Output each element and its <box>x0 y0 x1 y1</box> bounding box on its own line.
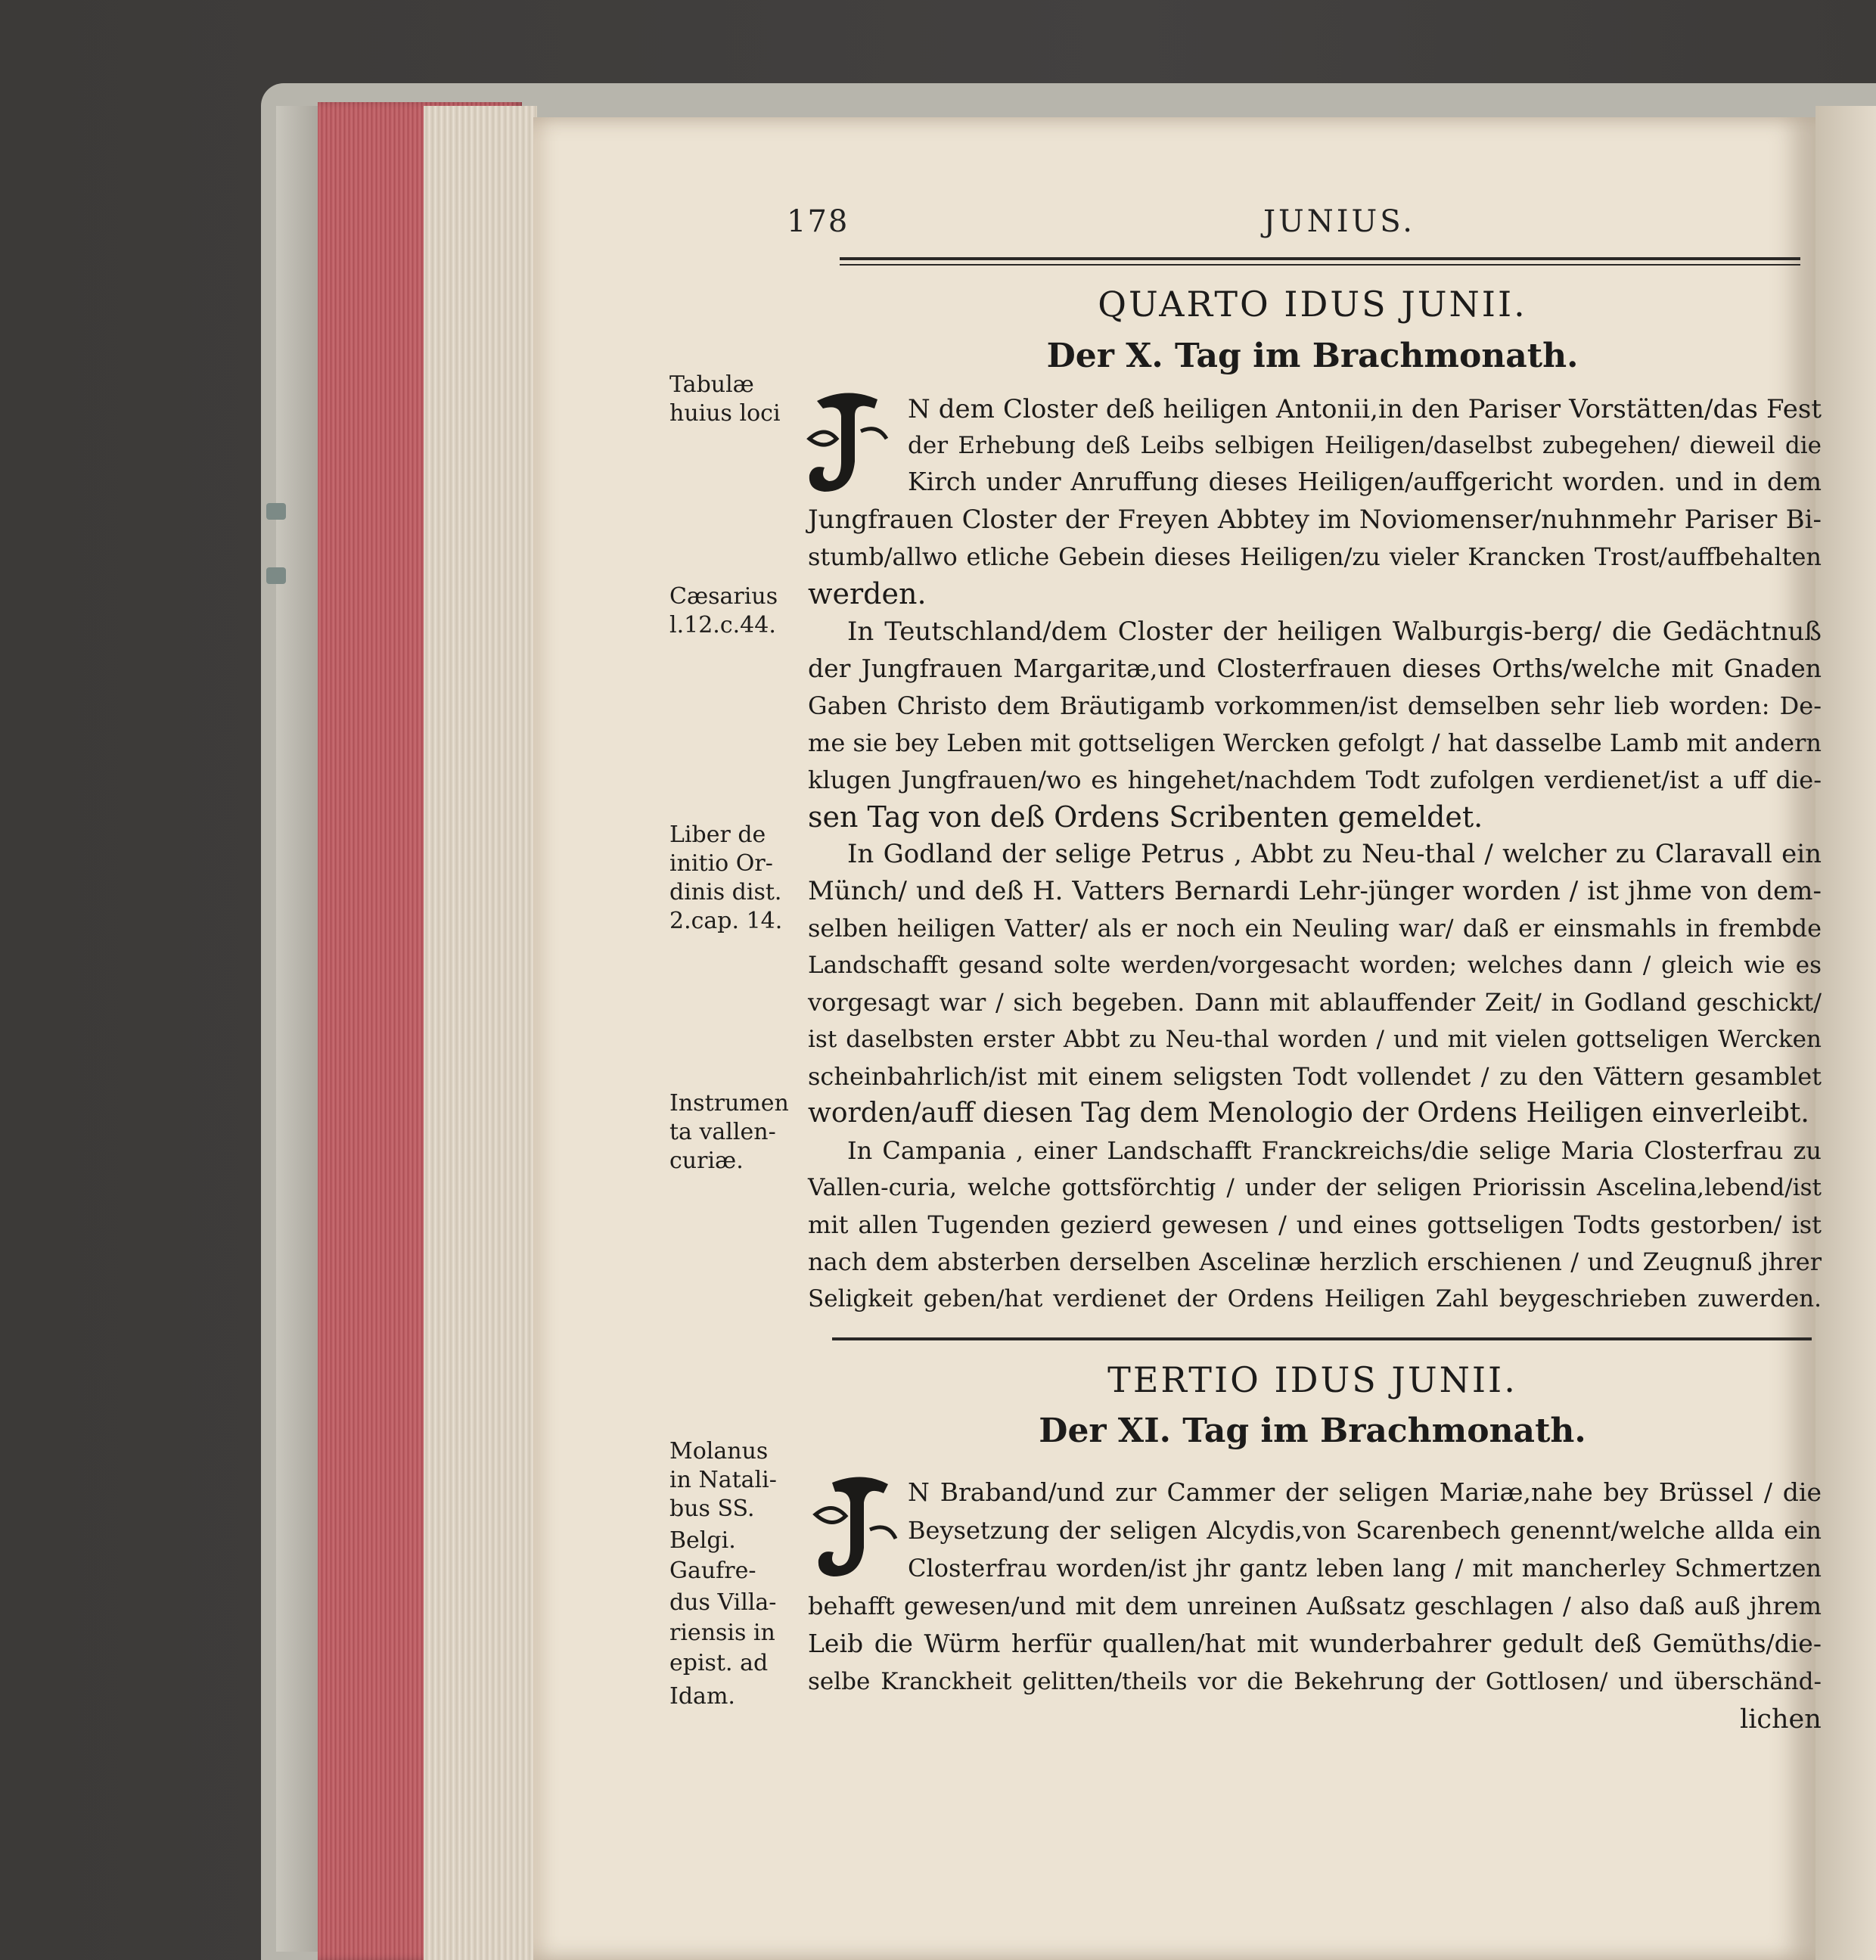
page-header <box>787 204 1808 239</box>
text-line: sen Tag von deß Ordens Scribenten gemeldet. <box>808 800 1483 834</box>
text-line: In Campania , einer Landschafft Franckreichs/die selige Maria Closterfrau zu <box>847 1136 1822 1165</box>
margin-note: Cæsarius <box>669 583 778 610</box>
text-line: Kirch under Anruffung dieses Heiligen/auffgericht worden. und in dem <box>908 467 1822 496</box>
margin-note: 2.cap. 14. <box>669 908 783 934</box>
text-line: der Jungfrauen Margaritæ,und Closterfrauen dieses Orths/welche mit Gnaden <box>808 654 1822 683</box>
text-line: Gaben Christo dem Bräutigamb vorkommen/ist demselben sehr lieb worden: De- <box>808 691 1822 720</box>
margin-note: Instrumen <box>669 1090 789 1117</box>
margin-note: Molanus <box>669 1438 769 1465</box>
margin-note: epist. ad <box>669 1650 769 1676</box>
text-line: In Godland der selige Petrus , Abbt zu Neu-thal / welcher zu Claravall ein <box>847 839 1822 869</box>
page-number: 178 <box>787 204 849 239</box>
decorated-initial-j <box>802 386 893 499</box>
day-heading-xi: Der XI. Tag im Brachmonath. <box>1039 1412 1586 1450</box>
text-line: scheinbahrlich/ist mit einem seligsten Todt vollendet / zu den Vättern gesamblet <box>808 1062 1822 1091</box>
margin-note: initio Or- <box>669 850 773 877</box>
margin-note: curiæ. <box>669 1148 744 1174</box>
text-line: Landschafft gesand solte werden/vorgesacht worden; welches dann / gleich wie es <box>808 952 1822 979</box>
running-title: JUNIUS. <box>1263 204 1415 239</box>
text-line: stumb/allwo etliche Gebein dieses Heiligen/zu vieler Krancken Trost/auffbehalten <box>808 542 1822 571</box>
text-line: Closterfrau worden/ist jhr gantz leben lang / mit mancherley Schmertzen <box>908 1554 1822 1583</box>
text-line: mit allen Tugenden gezierd gewesen / und eines gottseligen Todts gestorben/ ist <box>808 1210 1822 1239</box>
text-line: nach dem absterben derselben Ascelinæ herzlich erschienen / und Zeugnuß jhrer <box>808 1247 1822 1276</box>
text-line: In Teutschland/dem Closter der heiligen Walburgis-berg/ die Gedächtnuß <box>847 617 1822 647</box>
text-line: werden. <box>808 577 927 610</box>
text-line: selbe Kranckheit gelitten/theils vor die Bekehrung der Gottlosen/ und überschänd- <box>808 1668 1822 1695</box>
margin-note: in Natali- <box>669 1467 777 1493</box>
margin-note: l.12.c.44. <box>669 612 776 638</box>
margin-note: riensis in <box>669 1620 775 1646</box>
text-line: me sie bey Leben mit gottseligen Wercken gefolgt / hat dasselbe Lamb mit andern <box>808 728 1822 757</box>
text-line: Beysetzung der seligen Alcydis,von Scarenbech genennt/welche allda ein <box>908 1516 1822 1545</box>
text-line: Vallen-curia, welche gottsförchtig / under der seligen Priorissin Ascelina,lebend/ist <box>808 1174 1822 1201</box>
margin-note: Belgi. <box>669 1527 736 1554</box>
text-line: der Erhebung deß Leibs selbigen Heiligen/daselbst zubegehen/ dieweil die <box>908 432 1822 459</box>
margin-note: huius loci <box>669 400 781 427</box>
clasp-bottom <box>266 567 286 584</box>
text-line: Seligkeit geben/hat verdienet der Ordens Heiligen Zahl beygeschrieben zuwerden. <box>808 1285 1822 1312</box>
page-stack <box>424 106 537 1960</box>
clasp-top <box>266 503 286 520</box>
margin-note: Idam. <box>669 1683 735 1710</box>
decorated-initial-i <box>809 1469 900 1583</box>
text-line: klugen Jungfrauen/wo es hingehet/nachdem Todt zufolgen verdienet/ist a uff die- <box>808 766 1822 794</box>
section-heading-tertio: TERTIO IDUS JUNII. <box>1107 1359 1517 1400</box>
text-line: selben heiligen Vatter/ als er noch ein Neuling war/ daß er einsmahls in frembde <box>808 914 1822 943</box>
margin-note: Liber de <box>669 822 766 848</box>
text-line: Leib die Würm herfür quallen/hat mit wunderbahrer gedult deß Gemüths/die- <box>808 1629 1822 1658</box>
text-line: Jungfrauen Closter der Freyen Abbtey im Noviomenser/nuhnmehr Pariser Bi- <box>808 505 1822 535</box>
margin-note: Tabulæ <box>669 371 754 398</box>
margin-note: ta vallen- <box>669 1119 776 1145</box>
margin-note: dus Villa- <box>669 1589 777 1616</box>
header-rule <box>840 257 1800 266</box>
text-line: Münch/ und deß H. Vatters Bernardi Lehr-jünger worden / ist jhme von dem- <box>808 876 1822 906</box>
cover-spine-edge <box>276 106 321 1952</box>
section-heading-quarto: QUARTO IDUS JUNII. <box>1098 284 1527 325</box>
catchword: lichen <box>1740 1704 1822 1735</box>
text-line: N Braband/und zur Cammer der seligen Mariæ,nahe bey Brüssel / die <box>908 1477 1822 1507</box>
text-line: vorgesagt war / sich begeben. Dann mit ablauffender Zeit/ in Godland geschickt/ <box>808 988 1822 1017</box>
margin-note: dinis dist. <box>669 879 782 905</box>
margin-note: bus SS. <box>669 1496 755 1522</box>
text-line: behafft gewesen/und mit dem unreinen Außsatz geschlagen / also daß auß jhrem <box>808 1592 1822 1620</box>
text-line: N dem Closter deß heiligen Antonii,in den Pariser Vorstätten/das Fest <box>908 394 1822 424</box>
day-heading-x: Der X. Tag im Brachmonath. <box>1046 337 1579 375</box>
text-line: ist daselbsten erster Abbt zu Neu-thal worden / und mit vielen gottseligen Wercken <box>808 1026 1822 1053</box>
margin-note: Gaufre- <box>669 1558 756 1584</box>
text-line: worden/auff diesen Tag dem Menologio der Ordens Heiligen einverleibt. <box>808 1098 1809 1129</box>
section-divider-rule <box>832 1337 1812 1340</box>
adjacent-page-edge <box>1815 106 1876 1960</box>
